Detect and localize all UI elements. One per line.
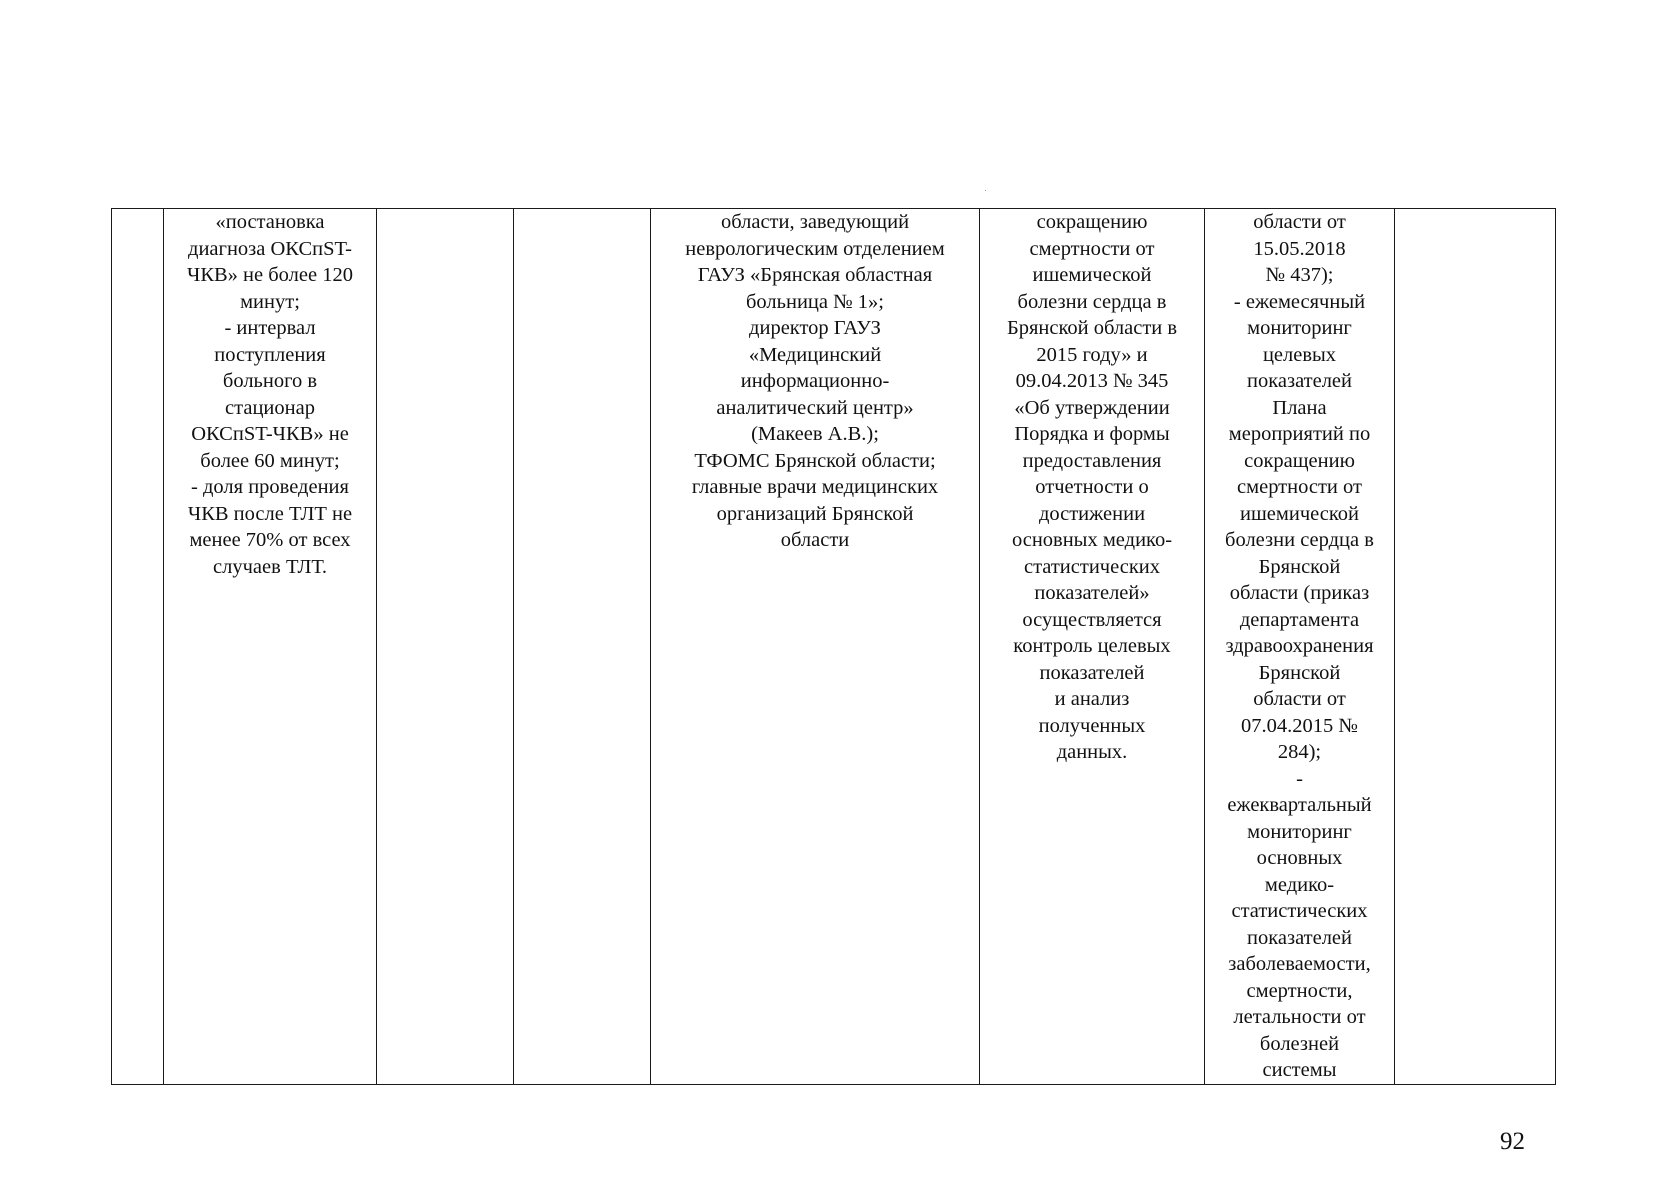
table-cell-empty [514,209,651,1085]
plan-table [111,208,1556,1085]
table-cell-monitoring: области от 15.05.2018 № 437); - ежемесячный мониторинг целевых показателей Плана мероприятий по сокращению смертности от ишемической болезни сердца в Брянской области (приказ департамента здравоохранения Брянской области от 07.04.2015 № 284); - ежеквартальный мониторинг основных медико- статистических показателей заболеваемости, смертности, летальности от болезней системы [1205,209,1395,1085]
table-cell-indicators: «постановка диагноза ОКСпST- ЧКВ» не более 120 минут; - интервал поступления больного в стационар ОКСпST-ЧКВ» не более 60 минут; - доля проведения ЧКВ после ТЛТ не менее 70% от всех случаев ТЛТ. [164,209,377,1085]
table-cell-number [112,209,164,1085]
table-cell-control: сокращению смертности от ишемической болезни сердца в Брянской области в 2015 году» и 09.04.2013 № 345 «Об утверждении Порядка и формы предоставления отчетности о достижении основных медико- статистических показателей» осуществляется контроль целевых показателей и анализ полученных данных. [980,209,1205,1085]
table-cell-responsible: области, заведующий неврологическим отделением ГАУЗ «Брянская областная больница № 1»; директор ГАУЗ «Медицинский информационно- аналитический центр» (Макеев А.В.); ТФОМС Брянской области; главные врачи медицинских организаций Брянской области [651,209,980,1085]
page-number: 92 [1500,1128,1525,1155]
table-row [112,209,1556,1085]
table-cell-empty [377,209,514,1085]
scan-speck [985,190,986,191]
table-cell-empty [1395,209,1556,1085]
